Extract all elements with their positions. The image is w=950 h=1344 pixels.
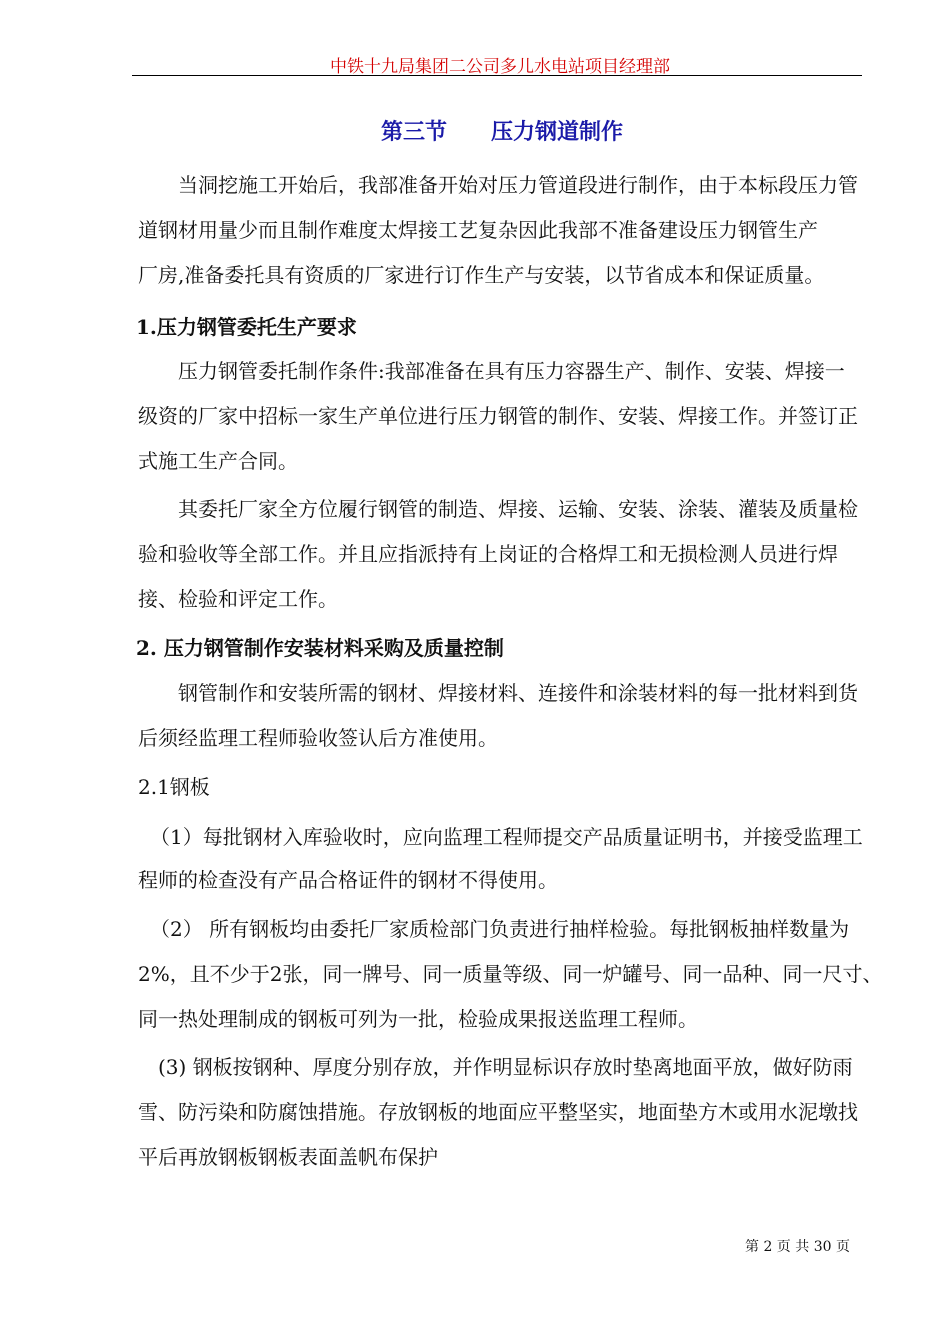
paragraph-line: 当洞挖施工开始后，我部准备开始对压力管道段进行制作，由于本标段压力管 [178, 173, 858, 197]
section-heading-2: 2. 压力钢管制作安装材料采购及质量控制 [136, 636, 504, 660]
running-header: 中铁十九局集团二公司多儿水电站项目经理部 [330, 57, 670, 77]
paragraph-line: 压力钢管委托制作条件:我部准备在具有压力容器生产、制作、安装、焊接一 [178, 359, 845, 383]
list-item-line: (3) 钢板按钢种、厚度分别存放，并作明显标识存放时垫离地面平放，做好防雨 [158, 1055, 853, 1079]
header-divider [132, 75, 862, 76]
paragraph-line: 接、检验和评定工作。 [138, 587, 338, 611]
section-title [0, 115, 950, 146]
sub-heading-2-1: 2.1钢板 [138, 775, 210, 799]
section-heading-1: 1.压力钢管委托生产要求 [136, 315, 357, 339]
list-item-line: 2%，且不少于2张，同一牌号、同一质量等级、同一炉罐号、同一品种、同一尺寸、 [138, 962, 883, 986]
list-item-line: 同一热处理制成的钢板可列为一批，检验成果报送监理工程师。 [138, 1007, 698, 1031]
paragraph-line: 钢管制作和安装所需的钢材、焊接材料、连接件和涂装材料的每一批材料到货 [178, 681, 858, 705]
list-item-line: 程师的检查没有产品合格证件的钢材不得使用。 [138, 868, 558, 892]
section-title-text: 压力钢道制作 [491, 120, 624, 145]
paragraph-line: 级资的厂家中招标一家生产单位进行压力钢管的制作、安装、焊接工作。并签订正 [138, 404, 858, 428]
paragraph-line: 式施工生产合同。 [138, 449, 298, 473]
list-item-line: （1）每批钢材入库验收时，应向监理工程师提交产品质量证明书，并接受监理工 [150, 825, 863, 849]
paragraph-line: 厂房,准备委托具有资质的厂家进行订作生产与安装，以节省成本和保证质量。 [138, 263, 825, 287]
list-item-line: 雪、防污染和防腐蚀措施。存放钢板的地面应平整坚实，地面垫方木或用水泥墩找 [138, 1100, 858, 1124]
paragraph-line: 其委托厂家全方位履行钢管的制造、焊接、运输、安装、涂装、灌装及质量检 [178, 497, 858, 521]
list-item-line: （2） 所有钢板均由委托厂家质检部门负责进行抽样检验。每批钢板抽样数量为 [150, 917, 850, 941]
list-item-line: 平后再放钢板钢板表面盖帆布保护 [138, 1145, 438, 1169]
section-number: 第三节 [380, 120, 447, 145]
paragraph-line: 验和验收等全部工作。并且应指派持有上岗证的合格焊工和无损检测人员进行焊 [138, 542, 838, 566]
paragraph-line: 后须经监理工程师验收签认后方准使用。 [138, 726, 498, 750]
paragraph-line: 道钢材用量少而且制作难度太焊接工艺复杂因此我部不准备建设压力钢管生产 [138, 218, 818, 242]
page-number: 第 2 页 共 30 页 [745, 1239, 850, 1255]
